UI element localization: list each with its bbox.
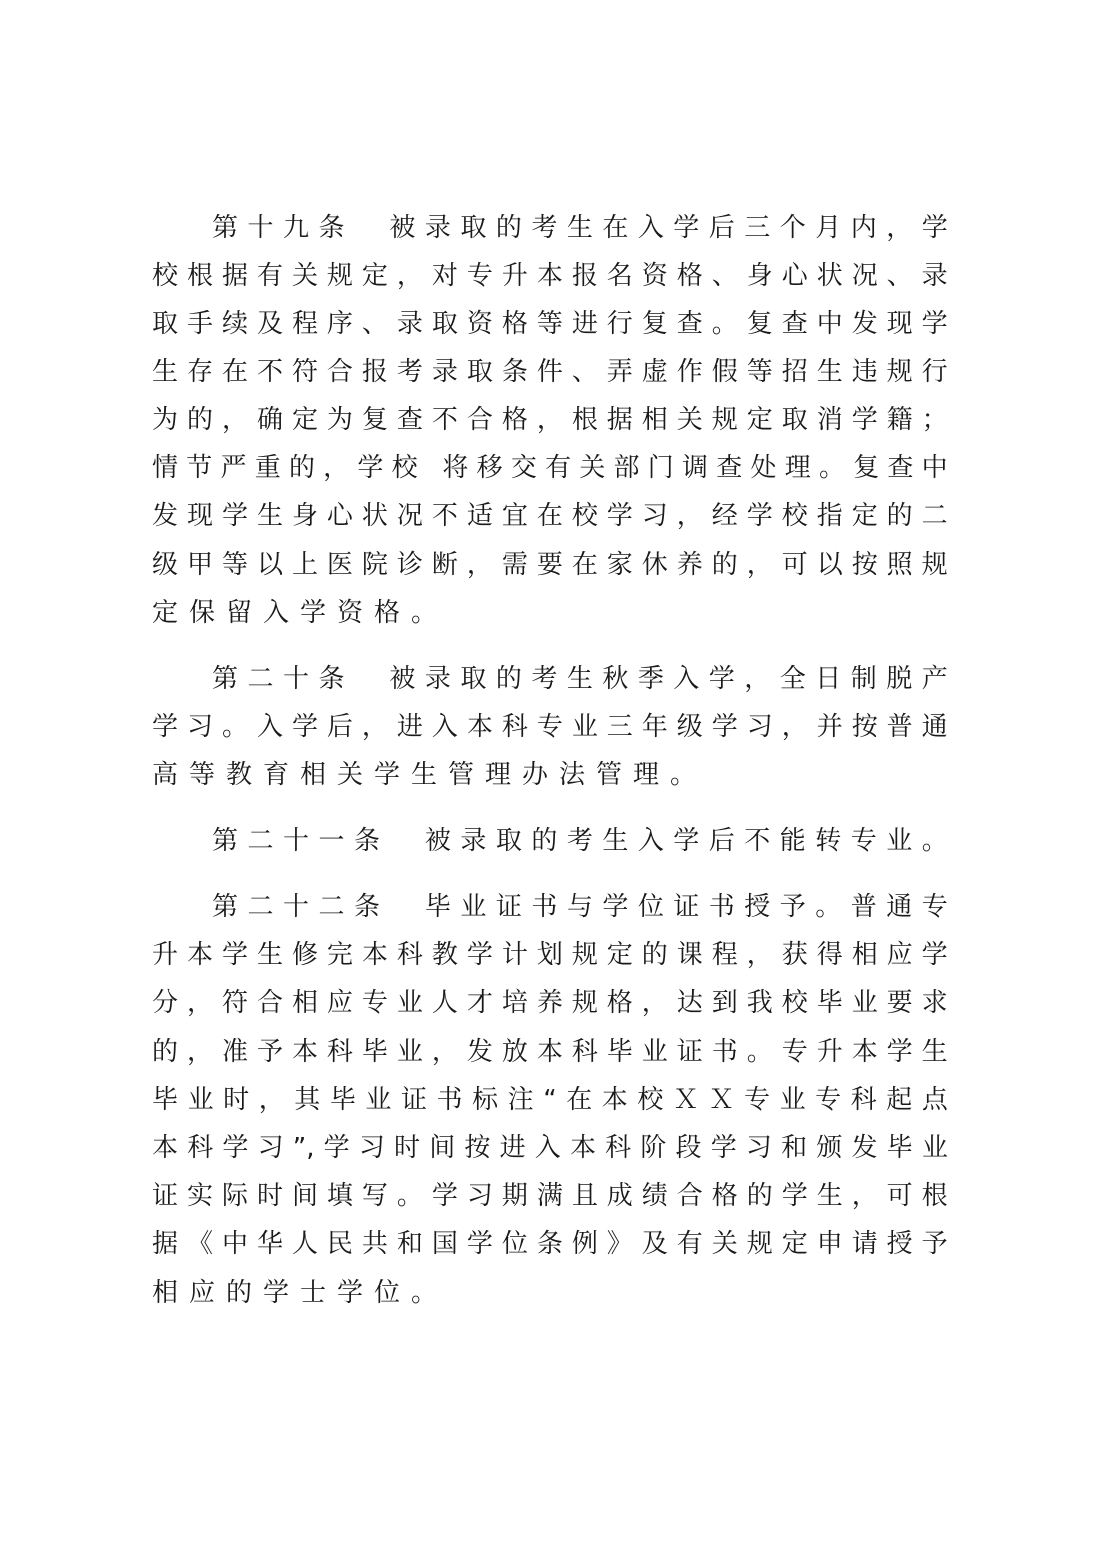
text-line: 证实际时间填写。学习期满且成绩合格的学生，可根 [152, 1181, 948, 1211]
text-line: 第二十二条 毕业证书与学位证书授予。普通专 [212, 892, 948, 922]
text-line: 第二十一条 被录取的考生入学后不能转专业。 [212, 826, 948, 856]
text-line: 学习。入学后，进入本科专业三年级学习，并按普通 [152, 712, 948, 742]
text-line: 情节严重的，学校 将移交有关部门调查处理。复查中 [152, 453, 948, 483]
text-line: 发现学生身心状况不适宜在校学习，经学校指定的二 [152, 501, 948, 531]
text-line: 取手续及程序、录取资格等进行复查。复查中发现学 [152, 309, 948, 339]
text-line: 定保留入学资格。 [152, 598, 449, 628]
text-line: 本科学习”,学习时间按进入本科阶段学习和颁发毕业 [152, 1133, 948, 1163]
text-line: 级甲等以上医院诊断，需要在家休养的，可以按照规 [152, 550, 948, 580]
text-line: 高等教育相关学生管理办法管理。 [152, 760, 708, 790]
text-line: 相应的学士学位。 [152, 1278, 449, 1308]
text-line: 第二十条 被录取的考生秋季入学，全日制脱产 [212, 664, 948, 694]
text-line: 校根据有关规定，对专升本报名资格、身心状况、录 [152, 261, 948, 291]
text-line: 升本学生修完本科教学计划规定的课程，获得相应学 [152, 940, 948, 970]
text-line: 生存在不符合报考录取条件、弄虚作假等招生违规行 [152, 357, 948, 387]
text-line: 毕业时，其毕业证书标注“在本校ＸＸ专业专科起点 [152, 1085, 948, 1115]
text-line: 分，符合相应专业人才培养规格，达到我校毕业要求 [152, 988, 948, 1018]
text-line: 为的，确定为复查不合格，根据相关规定取消学籍； [152, 405, 948, 435]
text-line: 据《中华人民共和国学位条例》及有关规定申请授予 [152, 1229, 948, 1259]
text-line: 的，准予本科毕业，发放本科毕业证书。专升本学生 [152, 1037, 948, 1067]
text-line: 第十九条 被录取的考生在入学后三个月内，学 [212, 213, 948, 243]
